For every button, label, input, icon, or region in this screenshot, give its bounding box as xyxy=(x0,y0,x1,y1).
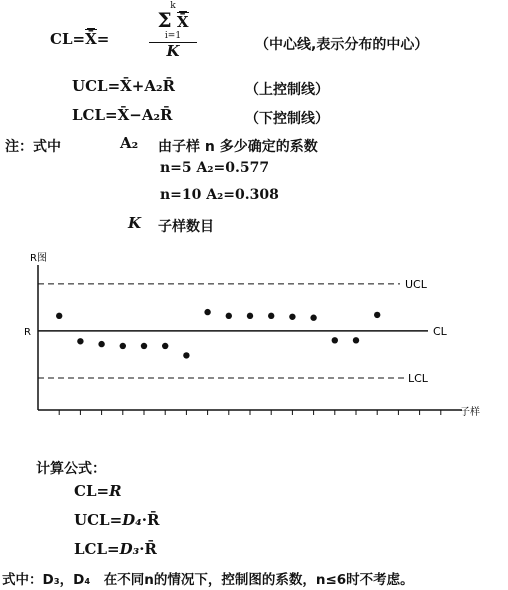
data-point xyxy=(77,338,83,344)
ucl-note: （上控制线） xyxy=(245,82,329,98)
calc-lcl xyxy=(74,540,157,558)
sum-upper-limit: k xyxy=(170,1,176,11)
data-point xyxy=(226,313,232,319)
a2-description: 由子样 n 多少确定的系数 xyxy=(158,139,318,155)
data-point xyxy=(141,343,147,349)
data-point xyxy=(332,337,338,343)
lcl-note: （下控制线） xyxy=(245,111,329,127)
ucl-expr: X̄+A₂R̄ xyxy=(120,77,176,95)
lcl-expr: X̄−A₂R̄ xyxy=(117,106,173,124)
sum-variable: X̄ xyxy=(176,13,189,31)
data-point xyxy=(204,309,210,315)
ucl-lhs: UCL= xyxy=(72,77,121,95)
calc-ucl xyxy=(74,511,159,529)
lcl-formula xyxy=(72,106,173,124)
sum-lower-limit: i=1 xyxy=(164,31,182,41)
calc-ucl-rhs: ·R̄ xyxy=(141,511,160,529)
calc-ucl-d4: D₄ xyxy=(122,511,142,529)
data-point xyxy=(56,313,62,319)
note-prefix: 注：式中 xyxy=(5,139,61,155)
a2-value-n5: n=5 A₂=0.577 xyxy=(160,160,270,176)
a2-value-n10: n=10 A₂=0.308 xyxy=(160,187,279,203)
cl-note: （中心线,表示分布的中心） xyxy=(255,37,429,53)
data-point xyxy=(247,313,253,319)
x-axis-title: 子样 xyxy=(460,407,480,418)
lcl-label: LCL xyxy=(408,371,428,385)
center-axis-label: R xyxy=(24,326,31,338)
data-point xyxy=(120,343,126,349)
cl-formula: CL=X̄= xyxy=(50,30,110,48)
calc-ucl-lhs: UCL= xyxy=(74,511,123,529)
r-control-chart xyxy=(0,245,508,435)
data-point xyxy=(310,315,316,321)
data-points xyxy=(56,309,380,359)
calc-cl-lhs: CL= xyxy=(74,482,110,500)
calc-cl-rhs: R xyxy=(109,482,122,500)
calc-lcl-rhs: ·R̄ xyxy=(139,540,157,558)
k-symbol: K xyxy=(128,214,142,232)
data-point xyxy=(289,314,295,320)
data-point xyxy=(98,341,104,347)
data-point xyxy=(353,337,359,343)
data-point xyxy=(162,343,168,349)
calc-lcl-d3: D₃ xyxy=(119,540,140,558)
sum-symbol: Σ xyxy=(157,8,172,32)
sum-body xyxy=(143,8,203,32)
data-point xyxy=(268,313,274,319)
a2-symbol: A₂ xyxy=(120,134,139,152)
data-point xyxy=(183,352,189,358)
cl-xbar: X̄ xyxy=(85,30,97,48)
y-axis-title: R图 xyxy=(30,253,47,264)
calc-lcl-lhs: LCL= xyxy=(74,540,120,558)
calc-heading: 计算公式： xyxy=(36,461,106,477)
ucl-label: UCL xyxy=(405,277,427,291)
cl-lhs: CL= xyxy=(50,30,86,48)
calc-footnote: 式中：D₃，D₄ 在不同n的情况下，控制图的系数，n≤6时不考虑。 xyxy=(2,572,414,588)
lcl-lhs: LCL= xyxy=(72,106,118,124)
sum-fraction xyxy=(143,2,203,59)
calc-cl xyxy=(74,482,122,500)
cl-label: CL xyxy=(433,324,447,338)
data-point xyxy=(374,312,380,318)
ucl-formula xyxy=(72,77,175,95)
k-description: 子样数目 xyxy=(158,219,214,235)
fraction-denominator: K xyxy=(166,42,180,60)
